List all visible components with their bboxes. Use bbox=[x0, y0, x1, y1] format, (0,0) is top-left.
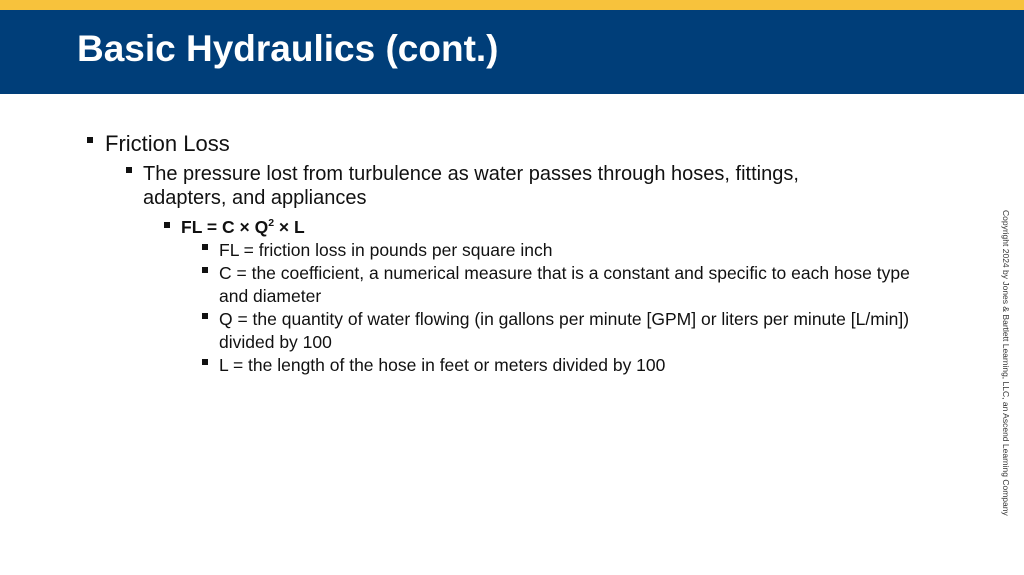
bullet-square-icon bbox=[202, 267, 208, 273]
bullet-square-icon bbox=[202, 244, 208, 250]
bullet-square-icon bbox=[202, 359, 208, 365]
definition-fl bbox=[219, 239, 919, 262]
definition-text: Q = the quantity of water flowing (in gallons per minute [GPM] or liters per minute [L/min]) divided by 100 bbox=[219, 309, 910, 352]
definition-text: L = the length of the hose in feet or meters divided by 100 bbox=[219, 355, 666, 375]
accent-stripe bbox=[0, 0, 1024, 10]
slide-title: Basic Hydraulics (cont.) bbox=[77, 28, 499, 69]
bullet-text: Friction Loss bbox=[105, 131, 230, 156]
definition-c bbox=[219, 262, 919, 308]
bullet-text: The pressure lost from turbulence as water passes through hoses, fittings, adapters, and appliances bbox=[143, 163, 799, 210]
formula-bullet bbox=[181, 217, 781, 238]
bullet-square-icon bbox=[126, 167, 132, 173]
definition-text: C = the coefficient, a numerical measure that is a constant and specific to each hose type and diameter bbox=[219, 263, 910, 306]
bullet-square-icon bbox=[202, 313, 208, 319]
bullet-square-icon bbox=[87, 137, 93, 143]
bullet-square-icon bbox=[164, 222, 170, 228]
definition-q bbox=[219, 308, 919, 354]
copyright-notice: Copyright 2024 by Jones & Bartlett Learning, LLC, an Ascend Learning Company bbox=[1001, 210, 1011, 516]
definition-l bbox=[219, 354, 919, 377]
formula-right: × L bbox=[274, 217, 305, 237]
definition-text: FL = friction loss in pounds per square inch bbox=[219, 240, 553, 260]
formula-text bbox=[181, 217, 305, 237]
formula-left: FL = C × Q bbox=[181, 217, 269, 237]
bullet-level2 bbox=[143, 162, 883, 211]
bullet-level1 bbox=[105, 131, 925, 158]
formula-exponent: 2 bbox=[268, 217, 275, 230]
